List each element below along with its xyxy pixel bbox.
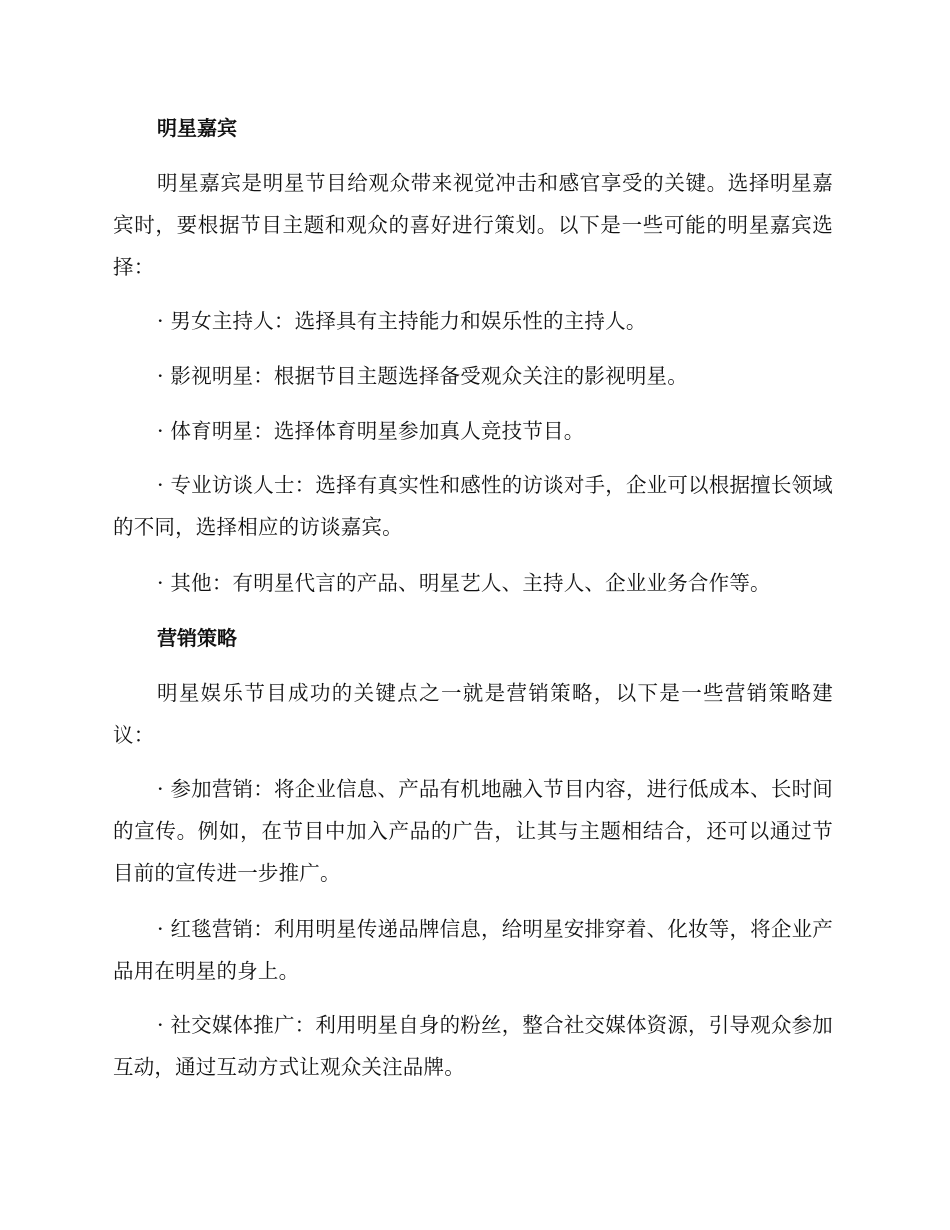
section-heading-marketing-strategy: 营销策略: [157, 626, 237, 650]
list-item: · 影视明星：根据节目主题选择备受观众关注的影视明星。: [157, 364, 688, 388]
list-item: · 男女主持人：选择具有主持能力和娱乐性的主持人。: [157, 309, 647, 333]
section-heading-celebrity-guests: 明星嘉宾: [157, 116, 237, 140]
list-item: · 参加营销：将企业信息、产品有机地融入节目内容，进行低成本、长时间的宣传。例如，在节目中加入产品的广告，让其与主题相结合，还可以通过节目前的宣传进一步推广。: [113, 777, 833, 885]
list-item: · 红毯营销：利用明星传递品牌信息，给明星安排穿着、化妆等，将企业产品用在明星的身上。: [113, 917, 833, 983]
list-item: · 其他：有明星代言的产品、明星艺人、主持人、企业业务合作等。: [157, 571, 771, 595]
list-item: · 专业访谈人士：选择有真实性和感性的访谈对手，企业可以根据擅长领域的不同，选择相应的访谈嘉宾。: [113, 473, 833, 539]
list-item: · 体育明星：选择体育明星参加真人竞技节目。: [157, 419, 585, 443]
celebrity-guests-intro-paragraph: 明星嘉宾是明星节目给观众带来视觉冲击和感官享受的关键。选择明星嘉宾时，要根据节目主题和观众的喜好进行策划。以下是一些可能的明星嘉宾选择：: [113, 171, 833, 279]
marketing-strategy-intro-paragraph: 明星娱乐节目成功的关键点之一就是营销策略，以下是一些营销策略建议：: [113, 681, 833, 747]
list-item: · 社交媒体推广：利用明星自身的粉丝，整合社交媒体资源，引导观众参加互动，通过互动方式让观众关注品牌。: [113, 1013, 833, 1079]
